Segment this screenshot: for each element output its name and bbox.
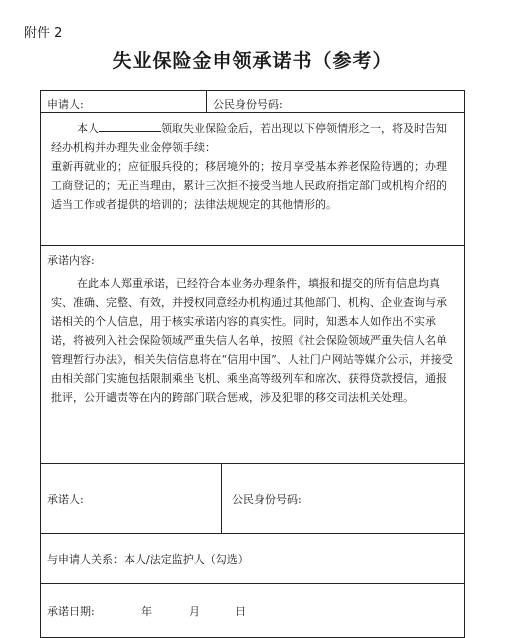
applicant-id-label: 公民身份号码: <box>213 98 283 111</box>
attachment-label: 附件 2 <box>24 26 63 41</box>
date-year: 年 <box>141 604 152 618</box>
promisor-field[interactable] <box>41 464 221 533</box>
date-label: 承诺日期: <box>47 604 95 618</box>
date-month-field[interactable] <box>189 603 235 619</box>
date-day-field[interactable] <box>235 603 246 619</box>
commitment-section <box>41 246 464 464</box>
commitment-form <box>40 90 465 638</box>
notice-body: 重新再就业的；应征服兵役的；移居境外的；按月享受基本养老保险待遇的；办理工商登记的；无正当理由，累计三次拒不接受当地人民政府指定部门或机构介绍的适当工作或者提供的培训的；法律法规规定的其他情形的。 <box>51 160 447 211</box>
promisor-id-field[interactable] <box>221 464 464 533</box>
notice-line1: 领取失业保险金后，若出现以下停领情形之一，将及时告知经办机构并办理失业金停领手续： <box>51 122 447 154</box>
applicant-label: 申请人: <box>47 98 84 111</box>
date-month: 月 <box>189 604 200 618</box>
promisor-row <box>41 464 464 534</box>
promisor-label: 承诺人: <box>47 492 84 506</box>
commitment-text: 在此本人郑重承诺，已经符合本业务办理条件，填报和提交的所有信息均真实、准确、完整、有效，并授权同意经办机构通过其他部门、机构、企业查询与承诺相关的个人信息，用于核实承诺内容的真实性。同时，知悉本人如作出不实承诺，将被列入社会保险领域严重失信人名单，按照《社会保险领域严重失信人名单管理暂行办法》，相关失信信息将在“信用中国”、人社门户网站等媒介公示，并接受由相关部门实施包括限制乘坐飞机、乘坐高等级列车和席次、获得贷款授信，通报批评，公开谴责等在内的跨部门联合惩戒，涉及犯罪的移交司法机关处理。 <box>51 277 453 404</box>
applicant-field[interactable] <box>41 91 206 112</box>
date-year-field[interactable] <box>141 603 189 619</box>
date-day: 日 <box>235 604 246 618</box>
applicant-id-field[interactable] <box>206 91 464 112</box>
promisor-id-label: 公民身份号码: <box>232 492 302 506</box>
applicant-row <box>41 91 464 113</box>
name-blank[interactable] <box>99 121 161 132</box>
notice-section <box>41 113 464 246</box>
commitment-label: 承诺内容: <box>47 254 95 267</box>
date-row <box>41 584 464 637</box>
relation-text: 与申请人关系：本人/法定监护人（勾选） <box>47 552 249 566</box>
relation-row[interactable] <box>41 534 464 584</box>
page-title: 失业保险金申领承诺书（参考） <box>112 50 393 72</box>
notice-prefix: 本人 <box>77 122 99 135</box>
